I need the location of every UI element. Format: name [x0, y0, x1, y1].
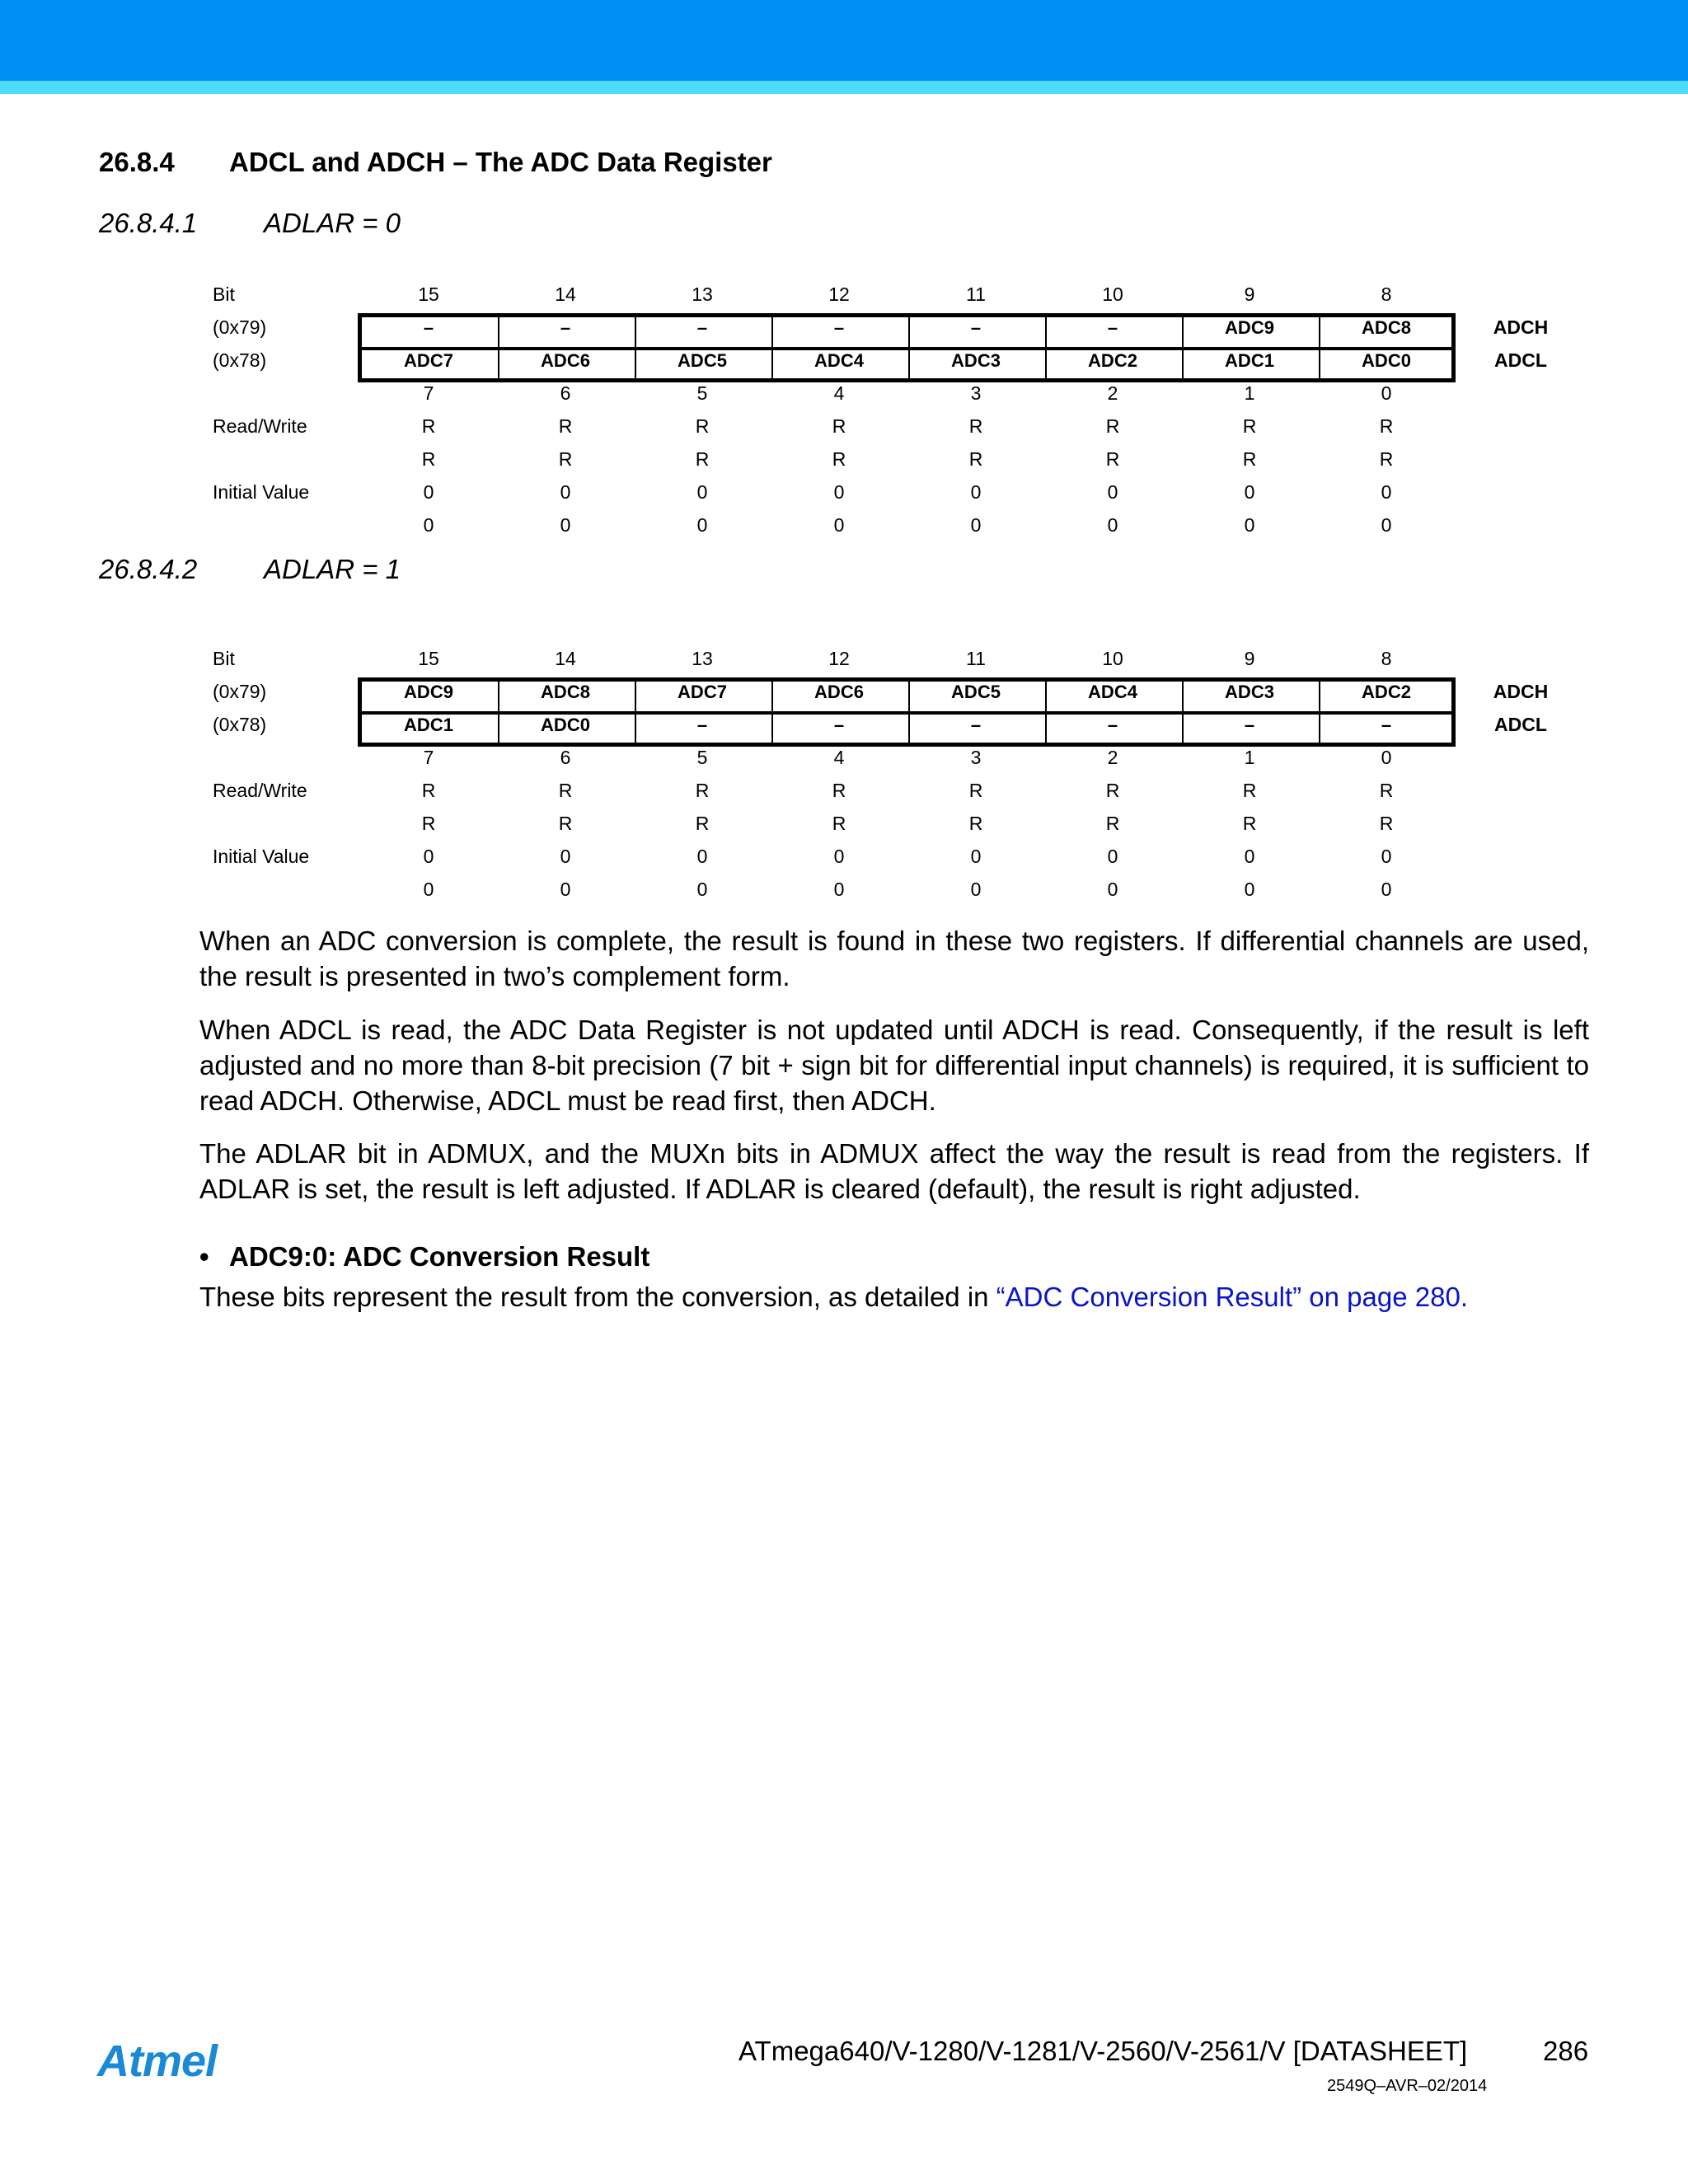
init-high-value: 0 [423, 481, 434, 503]
low-bit-number: 4 [833, 747, 845, 768]
initial-value-label: Initial Value [213, 481, 310, 503]
high-bit-name: ADC9 [1225, 317, 1274, 338]
rw-low-value: R [421, 448, 436, 470]
rw-low-value: R [1379, 448, 1394, 470]
high-bit-number: 12 [828, 284, 850, 305]
read-write-label: Read/Write [213, 415, 307, 437]
subsection-title-1 [99, 208, 401, 239]
bullet-icon: • [199, 1241, 209, 1272]
bullet-text [199, 1279, 1589, 1315]
init-low-value: 0 [560, 514, 571, 536]
high-bit-name: ADC3 [1225, 682, 1274, 702]
bit-label: Bit [213, 648, 235, 669]
high-bit-name: ADC6 [814, 682, 864, 702]
init-low-value: 0 [696, 514, 708, 536]
header-bar [0, 0, 1688, 81]
low-bit-name: – [833, 715, 845, 735]
atmel-logo: Atmel [97, 2036, 218, 2086]
init-high-value: 0 [1244, 846, 1255, 867]
rw-high-value: R [421, 415, 436, 437]
rw-low-value: R [968, 813, 983, 834]
high-register-name: ADCH [1493, 681, 1549, 702]
low-bit-name: ADC0 [541, 715, 590, 735]
subsection-title-text: ADLAR = 0 [264, 208, 401, 238]
section-number: 26.8.4 [99, 147, 175, 177]
bullet-heading [199, 1241, 649, 1272]
low-bit-number: 5 [696, 747, 708, 768]
bit-label: Bit [213, 284, 235, 305]
rw-high-value: R [968, 415, 983, 437]
rw-high-value: R [1105, 780, 1120, 801]
init-high-value: 0 [423, 846, 434, 867]
rw-high-value: R [1242, 780, 1257, 801]
high-bit-number: 9 [1244, 284, 1255, 305]
paragraph-2: When ADCL is read, the ADC Data Register is not updated until ADCH is read. Consequently, if the result is left adjusted and no more than 8-bit precision (7 bit + sign bit for differential input channels) is required, it is sufficient to read ADCH. Otherwise, ADCL must be read first, then ADCH. [199, 1015, 1589, 1116]
paragraph-3: The ADLAR bit in ADMUX, and the MUXn bits in ADMUX affect the way the result is read from the registers. If ADLAR is set, the result is left adjusted. If ADLAR is cleared (default), the result is right adjusted. [199, 1138, 1589, 1204]
init-low-value: 0 [833, 514, 845, 536]
subsection-title-2 [99, 554, 401, 585]
low-bit-name: ADC6 [541, 350, 590, 371]
low-bit-number: 0 [1381, 382, 1392, 404]
register-table-adlar-0 [0, 280, 1688, 552]
rw-low-value: R [1379, 813, 1394, 834]
high-bit-number: 15 [418, 284, 439, 305]
low-bit-name: ADC1 [1225, 350, 1274, 371]
bullet-text-after: . [1460, 1282, 1468, 1312]
low-bit-name: – [1244, 715, 1255, 735]
low-bit-name: ADC7 [404, 350, 453, 371]
init-high-value: 0 [1381, 846, 1392, 867]
low-address: (0x78) [213, 714, 267, 735]
rw-low-value: R [1242, 448, 1257, 470]
rw-high-value: R [1379, 780, 1394, 801]
init-low-value: 0 [423, 514, 434, 536]
rw-low-value: R [968, 448, 983, 470]
init-low-value: 0 [560, 879, 571, 900]
rw-low-value: R [695, 813, 710, 834]
low-bit-number: 3 [970, 747, 982, 768]
register-table-adlar-1 [0, 644, 1688, 916]
low-bit-name: ADC1 [404, 715, 453, 735]
high-bit-name: – [423, 317, 434, 338]
rw-high-value: R [832, 780, 846, 801]
rw-high-value: R [1379, 415, 1394, 437]
low-bit-number: 7 [423, 747, 434, 768]
bullet-title: ADC9:0: ADC Conversion Result [229, 1241, 650, 1272]
high-bit-number: 9 [1244, 648, 1255, 669]
high-bit-name: – [1107, 317, 1118, 338]
high-bit-number: 14 [555, 648, 576, 669]
init-low-value: 0 [833, 879, 845, 900]
footer-page-number: 286 [1543, 2036, 1589, 2066]
low-bit-number: 2 [1107, 382, 1118, 404]
bullet-text-before: These bits represent the result from the conversion, as detailed in [199, 1282, 996, 1312]
init-high-value: 0 [970, 481, 982, 503]
low-bit-number: 5 [696, 382, 708, 404]
init-low-value: 0 [696, 879, 708, 900]
init-high-value: 0 [560, 846, 571, 867]
rw-low-value: R [1105, 813, 1120, 834]
high-bit-number: 13 [692, 284, 713, 305]
rw-low-value: R [832, 813, 846, 834]
init-high-value: 0 [696, 481, 708, 503]
subsection-number: 26.8.4.1 [99, 208, 198, 238]
init-low-value: 0 [1107, 514, 1118, 536]
low-bit-number: 1 [1244, 747, 1255, 768]
cross-reference-link[interactable]: “ADC Conversion Result” on page 280 [996, 1282, 1461, 1312]
subsection-title-text: ADLAR = 1 [264, 554, 401, 584]
rw-high-value: R [1242, 415, 1257, 437]
high-address: (0x79) [213, 316, 267, 338]
init-low-value: 0 [970, 879, 982, 900]
init-low-value: 0 [970, 514, 982, 536]
high-bit-name: ADC7 [678, 682, 727, 702]
low-register-name: ADCL [1494, 349, 1547, 371]
low-bit-name: ADC5 [678, 350, 727, 371]
section-title-text: ADCL and ADCH – The ADC Data Register [229, 147, 772, 177]
high-bit-name: ADC2 [1362, 682, 1411, 702]
rw-high-value: R [695, 780, 710, 801]
rw-low-value: R [421, 813, 436, 834]
init-high-value: 0 [1244, 481, 1255, 503]
high-register-name: ADCH [1493, 316, 1549, 338]
low-bit-number: 4 [833, 382, 845, 404]
high-bit-name: ADC8 [1362, 317, 1411, 338]
high-bit-name: – [696, 317, 708, 338]
low-bit-name: ADC2 [1088, 350, 1137, 371]
rw-low-value: R [1242, 813, 1257, 834]
low-bit-name: – [1107, 715, 1118, 735]
init-high-value: 0 [696, 846, 708, 867]
rw-high-value: R [558, 415, 573, 437]
high-bit-name: – [970, 317, 982, 338]
init-high-value: 0 [1107, 481, 1118, 503]
high-bit-number: 10 [1102, 648, 1123, 669]
low-bit-name: ADC0 [1362, 350, 1411, 371]
section-title [99, 147, 772, 178]
low-bit-number: 7 [423, 382, 434, 404]
rw-low-value: R [558, 448, 573, 470]
init-low-value: 0 [1381, 514, 1392, 536]
init-high-value: 0 [1107, 846, 1118, 867]
high-bit-number: 11 [966, 284, 986, 305]
init-low-value: 0 [1244, 879, 1255, 900]
high-bit-number: 11 [966, 648, 986, 669]
high-bit-name: ADC5 [951, 682, 1001, 702]
rw-low-value: R [695, 448, 710, 470]
low-bit-name: – [696, 715, 708, 735]
low-bit-number: 1 [1244, 382, 1255, 404]
high-bit-number: 12 [828, 648, 850, 669]
init-low-value: 0 [1381, 879, 1392, 900]
high-bit-name: ADC9 [404, 682, 453, 702]
init-high-value: 0 [560, 481, 571, 503]
paragraph-1: When an ADC conversion is complete, the result is found in these two registers. If differential channels are used, the result is presented in two’s complement form. [199, 926, 1589, 991]
high-bit-name: ADC4 [1088, 682, 1137, 702]
subsection-number: 26.8.4.2 [99, 554, 198, 584]
low-bit-number: 6 [560, 382, 571, 404]
rw-high-value: R [832, 415, 846, 437]
rw-high-value: R [695, 415, 710, 437]
rw-high-value: R [1105, 415, 1120, 437]
high-bit-number: 10 [1102, 284, 1123, 305]
low-bit-number: 2 [1107, 747, 1118, 768]
read-write-label: Read/Write [213, 780, 307, 801]
footer-doc-code: 2549Q–AVR–02/2014 [1327, 2077, 1488, 2095]
init-high-value: 0 [1381, 481, 1392, 503]
high-bit-name: – [833, 317, 845, 338]
init-high-value: 0 [833, 481, 845, 503]
low-register-name: ADCL [1494, 714, 1547, 735]
low-bit-name: – [1381, 715, 1392, 735]
init-low-value: 0 [423, 879, 434, 900]
high-bit-number: 15 [418, 648, 439, 669]
low-bit-number: 3 [970, 382, 982, 404]
high-bit-number: 8 [1381, 284, 1392, 305]
init-high-value: 0 [833, 846, 845, 867]
init-low-value: 0 [1107, 879, 1118, 900]
low-bit-number: 0 [1381, 747, 1392, 768]
rw-low-value: R [558, 813, 573, 834]
low-bit-name: ADC4 [814, 350, 864, 371]
high-address: (0x79) [213, 681, 267, 702]
high-bit-name: ADC8 [541, 682, 590, 702]
low-bit-name: – [970, 715, 982, 735]
rw-high-value: R [968, 780, 983, 801]
rw-low-value: R [1105, 448, 1120, 470]
low-bit-name: ADC3 [951, 350, 1001, 371]
rw-high-value: R [558, 780, 573, 801]
init-low-value: 0 [1244, 514, 1255, 536]
low-address: (0x78) [213, 349, 267, 371]
low-bit-number: 6 [560, 747, 571, 768]
rw-high-value: R [421, 780, 436, 801]
rw-low-value: R [832, 448, 846, 470]
initial-value-label: Initial Value [213, 846, 310, 867]
header-strip [0, 81, 1688, 94]
high-bit-number: 14 [555, 284, 576, 305]
footer-doc-title: ATmega640/V-1280/V-1281/V-2560/V-2561/V [DATASHEET] [738, 2036, 1468, 2066]
high-bit-number: 13 [692, 648, 713, 669]
high-bit-number: 8 [1381, 648, 1392, 669]
high-bit-name: – [560, 317, 571, 338]
init-high-value: 0 [970, 846, 982, 867]
